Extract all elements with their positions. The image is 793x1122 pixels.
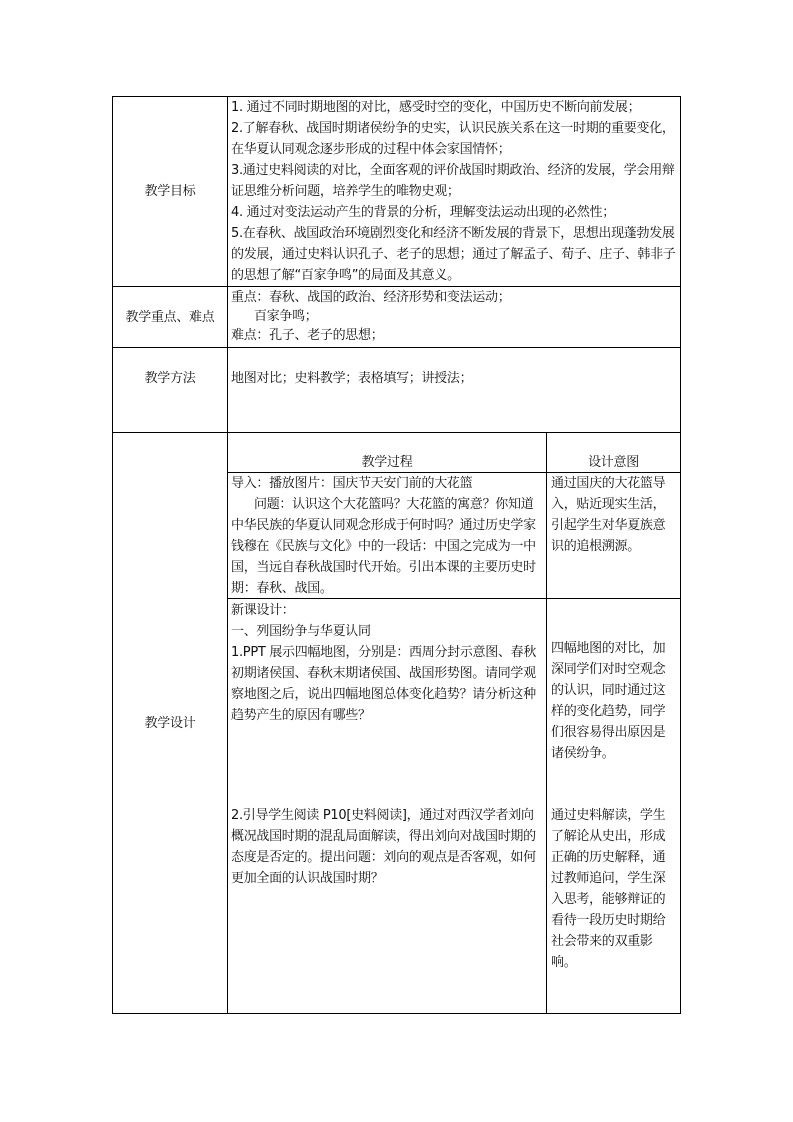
objective-item: 2.了解春秋、战国时期诸侯纷争的史实，认识民族关系在这一时期的重要变化，在华夏认同观念逐步形成的过程中体会家国情怀；: [231, 121, 675, 157]
objective-item: 5.在春秋、战国政治环境剧烈变化和经济不断发展的背景下，思想出现蓬勃发展的发展，通过史料认识孔子、老子的思想；通过了解孟子、荀子、庄子、韩非子的思想了解“百家争鸣”的局面及其意义。: [231, 226, 676, 283]
methods-text: 地图对比；史料教学；表格填写；讲授法；: [231, 371, 473, 386]
key-point-line: 百家争鸣；: [231, 309, 318, 324]
intro-intent-text: 通过国庆的大花篮导入，贴近现实生活，引起学生对华夏族意识的追根溯源。: [551, 476, 666, 554]
objectives-label: 教学目标: [144, 184, 196, 199]
key-point-line: 难点：孔子、老子的思想；: [231, 328, 384, 343]
objective-item: 4. 通过对变法运动产生的背景的分析，理解变法运动出现的必然性；: [231, 205, 615, 220]
objectives-content: [231, 97, 678, 286]
new-lesson-intent-part-1: 四幅地图的对比，加深同学们对时空观念的认识，同时通过这样的变化趋势，同学们很容易得出原因是诸侯纷争。: [551, 641, 666, 761]
new-lesson-process-cell: [231, 600, 544, 1012]
methods-content: [231, 368, 678, 392]
new-lesson-intent-part-2: 通过史料解读，学生了解论从史出，形成正确的历史解释，通过教师追问，学生深入思考，能够辩证的看待一段历史时期给社会带来的双重影响。: [551, 808, 666, 970]
table-border-right: [680, 96, 681, 1014]
key-points-content: [231, 287, 678, 347]
objective-item: 3.通过史料阅读的对比，全面客观的评价战国时期政治、经济的发展，学会用辩证思维分析问题，培养学生的唯物史观；: [231, 163, 675, 199]
objective-item: 1. 通过不同时期地图的对比，感受时空的变化，中国历史不断向前发展；: [231, 100, 641, 115]
design-label: 教学设计: [144, 715, 196, 731]
process-column-header: 教学过程: [361, 455, 413, 470]
new-lesson-process-part-2: 2.引导学生阅读 P10[史料阅读]，通过对西汉学者刘向概况战国时期的混乱局面解读，得出刘向对战国时期的态度是否定的。提出问题：刘向的观点是否客观，如何更加全面的认识战国时期？: [231, 808, 536, 886]
key-points-label: 教学重点、难点: [125, 309, 215, 325]
design-column-divider: [546, 432, 547, 1014]
intent-column-header: 设计意图: [588, 455, 639, 470]
table-border-bottom: [112, 1013, 681, 1014]
key-point-line: 重点：春秋、战国的政治、经济形势和变法运动；: [231, 290, 511, 305]
new-lesson-process-part-1: 新课设计： 一、列国纷争与华夏认同 1.PPT 展示四幅地图，分别是：西周分封示意图、春秋初期诸侯国、春秋末期诸侯国、战国形势图。请同学观察地图之后，说出四幅地图总体变化趋势？请分析这种趋势产生的原因有哪些？: [231, 603, 537, 723]
methods-label: 教学方法: [144, 370, 196, 386]
intro-intent-cell: [551, 473, 677, 597]
intro-process-text: 导入：播放图片：国庆节天安门前的大花篮 问题：认识这个大花篮吗？大花篮的寓意？你知道中华民族的华夏认同观念形成于何时吗？通过历史学家钱穆在《民族与文化》中的一段话：中国之完成为一中国，当远自春秋战国时代开始。引出本课的主要历史时期：春秋、战国。: [231, 476, 536, 596]
new-lesson-intent-cell: [551, 600, 677, 1012]
intro-process-cell: [231, 473, 544, 597]
table-divider-label: [227, 96, 228, 1014]
design-row-divider: [227, 598, 681, 599]
